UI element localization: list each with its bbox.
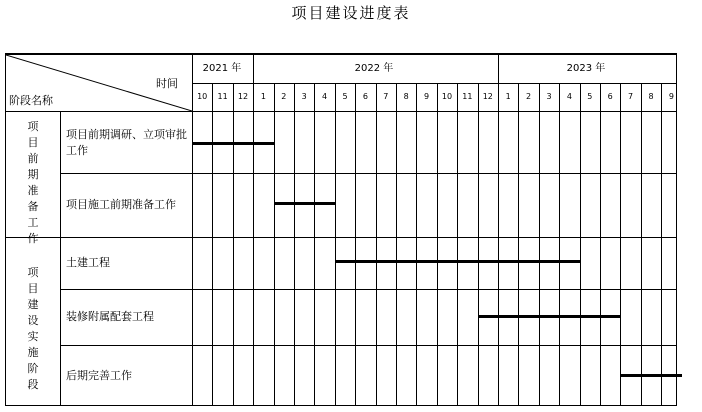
month-11: 9: [424, 92, 430, 101]
grid-vline: [620, 83, 621, 406]
month-5: 3: [301, 92, 307, 101]
gantt-bar: [335, 260, 580, 263]
time-header-label: 时间: [156, 77, 178, 90]
grid-vline: [559, 83, 560, 406]
grid-vline: [641, 83, 642, 406]
task-label: 项目前期调研、立项审批工作: [66, 128, 187, 157]
grid-vline: [253, 55, 254, 406]
gantt-bar: [620, 374, 681, 377]
grid-vline: [580, 83, 581, 406]
grid-vline: [437, 83, 438, 406]
grid-vline: [233, 83, 234, 406]
grid-vline: [212, 83, 213, 406]
month-18: 4: [566, 92, 572, 101]
gantt-bar: [192, 142, 274, 145]
grid-vline: [478, 83, 479, 406]
grid-vline: [539, 83, 540, 406]
grid-vline: [60, 111, 61, 406]
grid-vline: [294, 83, 295, 406]
grid-vline: [661, 83, 662, 406]
month-15: 1: [505, 92, 511, 101]
grid-vline: [518, 83, 519, 406]
month-4: 2: [281, 92, 287, 101]
page-title: 项目建设进度表: [291, 4, 411, 22]
gantt-bar: [274, 202, 335, 205]
grid-vline: [396, 83, 397, 406]
month-9: 7: [383, 92, 389, 101]
grid-vline: [416, 83, 417, 406]
task-label: 后期完善工作: [66, 369, 132, 382]
year-2022: 2022 年: [354, 63, 394, 74]
phase-prep: 项 目 前 期 准 备 工 作: [27, 120, 39, 245]
month-14: 12: [482, 92, 493, 101]
month-20: 6: [607, 92, 613, 101]
year-2021: 2021 年: [202, 63, 242, 74]
schedule-table: [5, 53, 677, 406]
month-6: 4: [322, 92, 328, 101]
grid-vline: [376, 83, 377, 406]
month-3: 1: [260, 92, 266, 101]
grid-vline: [355, 83, 356, 406]
grid-vline: [498, 55, 499, 406]
month-0: 10: [197, 92, 208, 101]
grid-hline: [6, 111, 676, 112]
month-8: 6: [362, 92, 368, 101]
task-label: 土建工程: [66, 256, 110, 269]
month-16: 2: [526, 92, 532, 101]
grid-vline: [274, 83, 275, 406]
month-21: 7: [628, 92, 634, 101]
month-19: 5: [587, 92, 593, 101]
month-7: 5: [342, 92, 348, 101]
grid-vline: [457, 83, 458, 406]
phase-implementation: 项 目 建 设 实 施 阶 段: [27, 266, 39, 391]
gantt-bar: [478, 315, 621, 318]
task-label: 项目施工前期准备工作: [66, 198, 176, 211]
month-13: 11: [462, 92, 473, 101]
grid-vline: [600, 83, 601, 406]
year-2023: 2023 年: [566, 63, 606, 74]
stage-header-label: 阶段名称: [9, 94, 53, 107]
month-1: 11: [217, 92, 228, 101]
grid-hline: [192, 83, 676, 84]
month-22: 8: [648, 92, 654, 101]
month-2: 12: [237, 92, 249, 101]
month-23: 9: [668, 92, 674, 101]
task-label: 装修附属配套工程: [66, 310, 154, 323]
month-17: 3: [546, 92, 552, 101]
grid-vline: [335, 83, 336, 406]
month-10: 8: [403, 92, 409, 101]
month-12: 10: [441, 92, 453, 101]
grid-vline: [314, 83, 315, 406]
